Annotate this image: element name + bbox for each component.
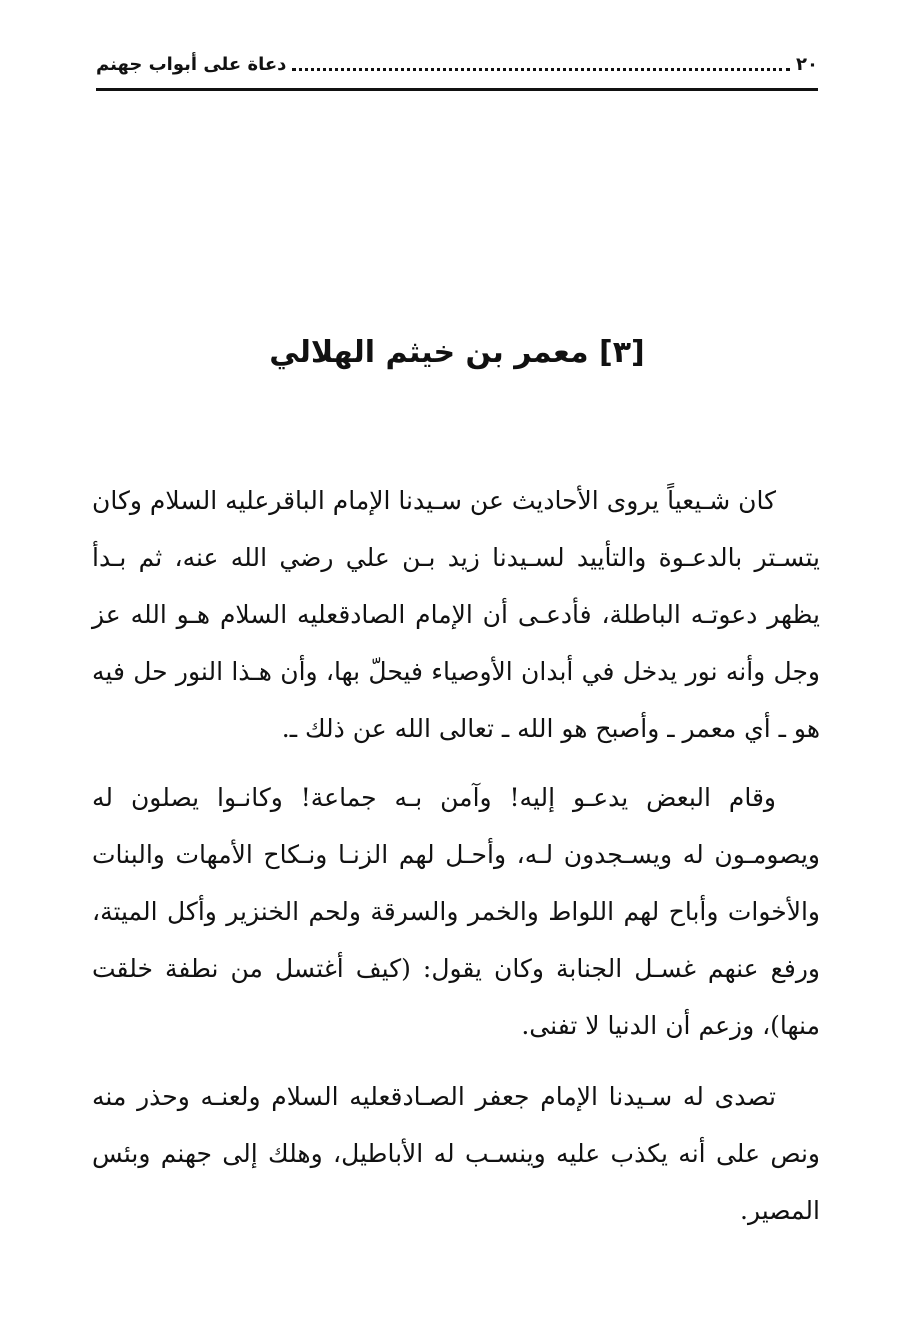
chapter-title: [٣] معمر بن خيثم الهلالي (269, 335, 645, 370)
header-rule (96, 88, 818, 91)
header-dot-leader (292, 68, 790, 71)
paragraph-3: تصدى له سـيدنا الإمام جعفر الصـادقعليه السلام ولعنـه وحذر منه ونص على أنه يكذب عليه وينسـب له الأباطيل، وهلك إلى جهنم وبئس المصير. (92, 1082, 820, 1225)
body-text (92, 472, 820, 1253)
paragraph-2: وقام البعض يدعـو إليه! وآمن بـه جماعة! وكانـوا يصلون له ويصومـون له ويسـجدون لـه، وأحـل لهم الزنـا ونـكاح الأمهات والبنات والأخوات وأباح لهم اللواط والخمر والسرقة ولحم الخنزير وأكل الميتة، ورفع عنهم غسـل الجنابة وكان يقول: (كيف أغتسل من نطفة خلقت منها)، وزعم أن الدنيا لا تفنى. (92, 783, 820, 1040)
running-header (96, 44, 818, 84)
running-title: دعاة على أبواب جهنم (96, 53, 287, 75)
paragraph-1: كان شـيعياً يروى الأحاديث عن سـيدنا الإمام الباقرعليه السلام وكان يتسـتر بالدعـوة والتأييد لسـيدنا زيد بـن علي رضي الله عنه، ثم بـدأ يظهر دعوتـه الباطلة، فأدعـى أن الإمام الصادقعليه السلام هـو الله عز وجل وأنه نور يدخل في أبدان الأوصياء فيحلّ بها، وأن هـذا النور حل فيه هو ـ أي معمر ـ وأصبح هو الله ـ تعالى الله عن ذلك ـ. (92, 486, 820, 743)
page-number: ٢٠ (796, 53, 818, 75)
